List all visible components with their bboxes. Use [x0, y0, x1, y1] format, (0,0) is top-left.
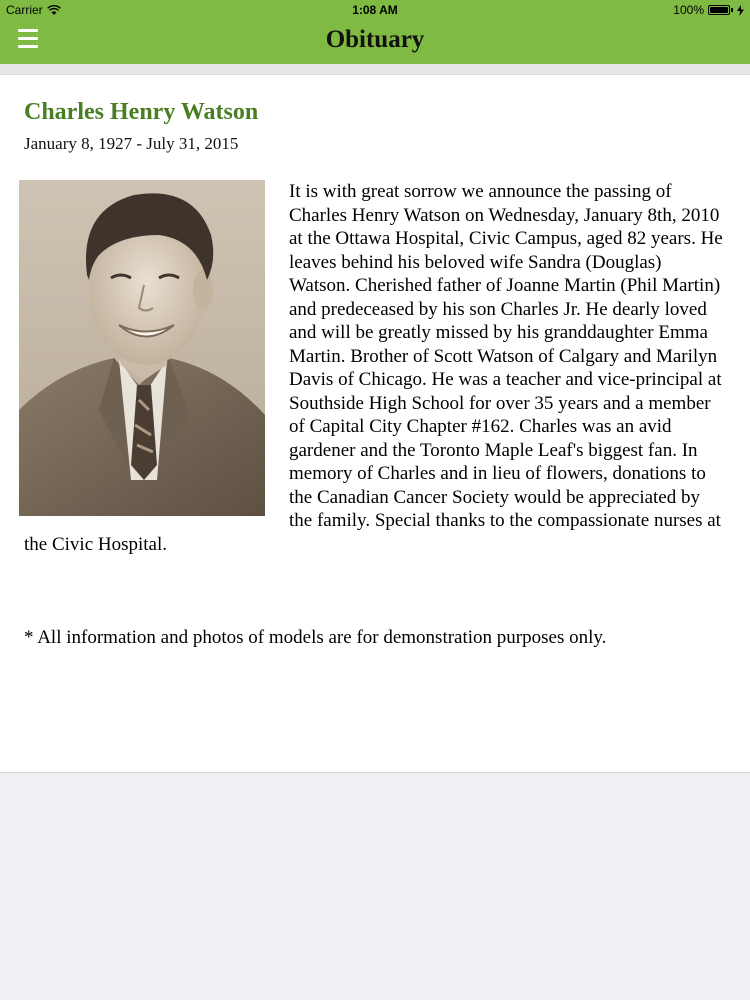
battery-icon [708, 5, 730, 15]
battery-tip [731, 8, 733, 12]
charging-bolt-icon [737, 5, 744, 16]
portrait-photo-graphic [19, 180, 265, 516]
menu-button[interactable] [18, 29, 40, 51]
navigation-bar [0, 20, 750, 64]
status-time: 1:08 AM [352, 3, 398, 17]
portrait-photo [19, 180, 265, 516]
battery-percent: 100% [673, 3, 704, 17]
carrier-label: Carrier [6, 3, 43, 17]
obituary-body: It is with great sorrow we announce the passing of Charles Henry Watson on Wednesday, January 8th, 2010 at the Ottawa Hospital, Civic Campus, aged 82 years. He leaves behind his beloved wife Sandra (Douglas) Watson. Cherished father of Joanne Martin (Phil Martin) and predeceased by his son Charles Jr. He dearly loved and will be greatly missed by his granddaughter Emma Martin. Brother of Scott Watson of Calgary and Marilyn Davis of Chicago. He was a teacher and vice-principal at Southside High School for over 35 years and a member of Capital City Chapter #162. Charles was an avid gardener and the Toronto Maple Leaf's biggest fan. In memory of Charles and in lieu of flowers, donations to the Canadian Cancer Society would be appreciated by the family. Special thanks to the compassionate nurses at the Civic Hospital. [24, 181, 723, 555]
life-dates: January 8, 1927 - July 31, 2015 [24, 134, 239, 153]
battery-indicator [673, 3, 744, 17]
obituary-card [0, 75, 750, 773]
hamburger-menu-icon [18, 29, 38, 32]
nav-divider [0, 64, 750, 75]
deceased-name: Charles Henry Watson [24, 99, 259, 125]
disclaimer-note: * All information and photos of models are for demonstration purposes only. [24, 627, 607, 648]
obituary-text-block [24, 180, 724, 556]
page-title: Obituary [325, 26, 425, 53]
status-bar [0, 0, 750, 20]
